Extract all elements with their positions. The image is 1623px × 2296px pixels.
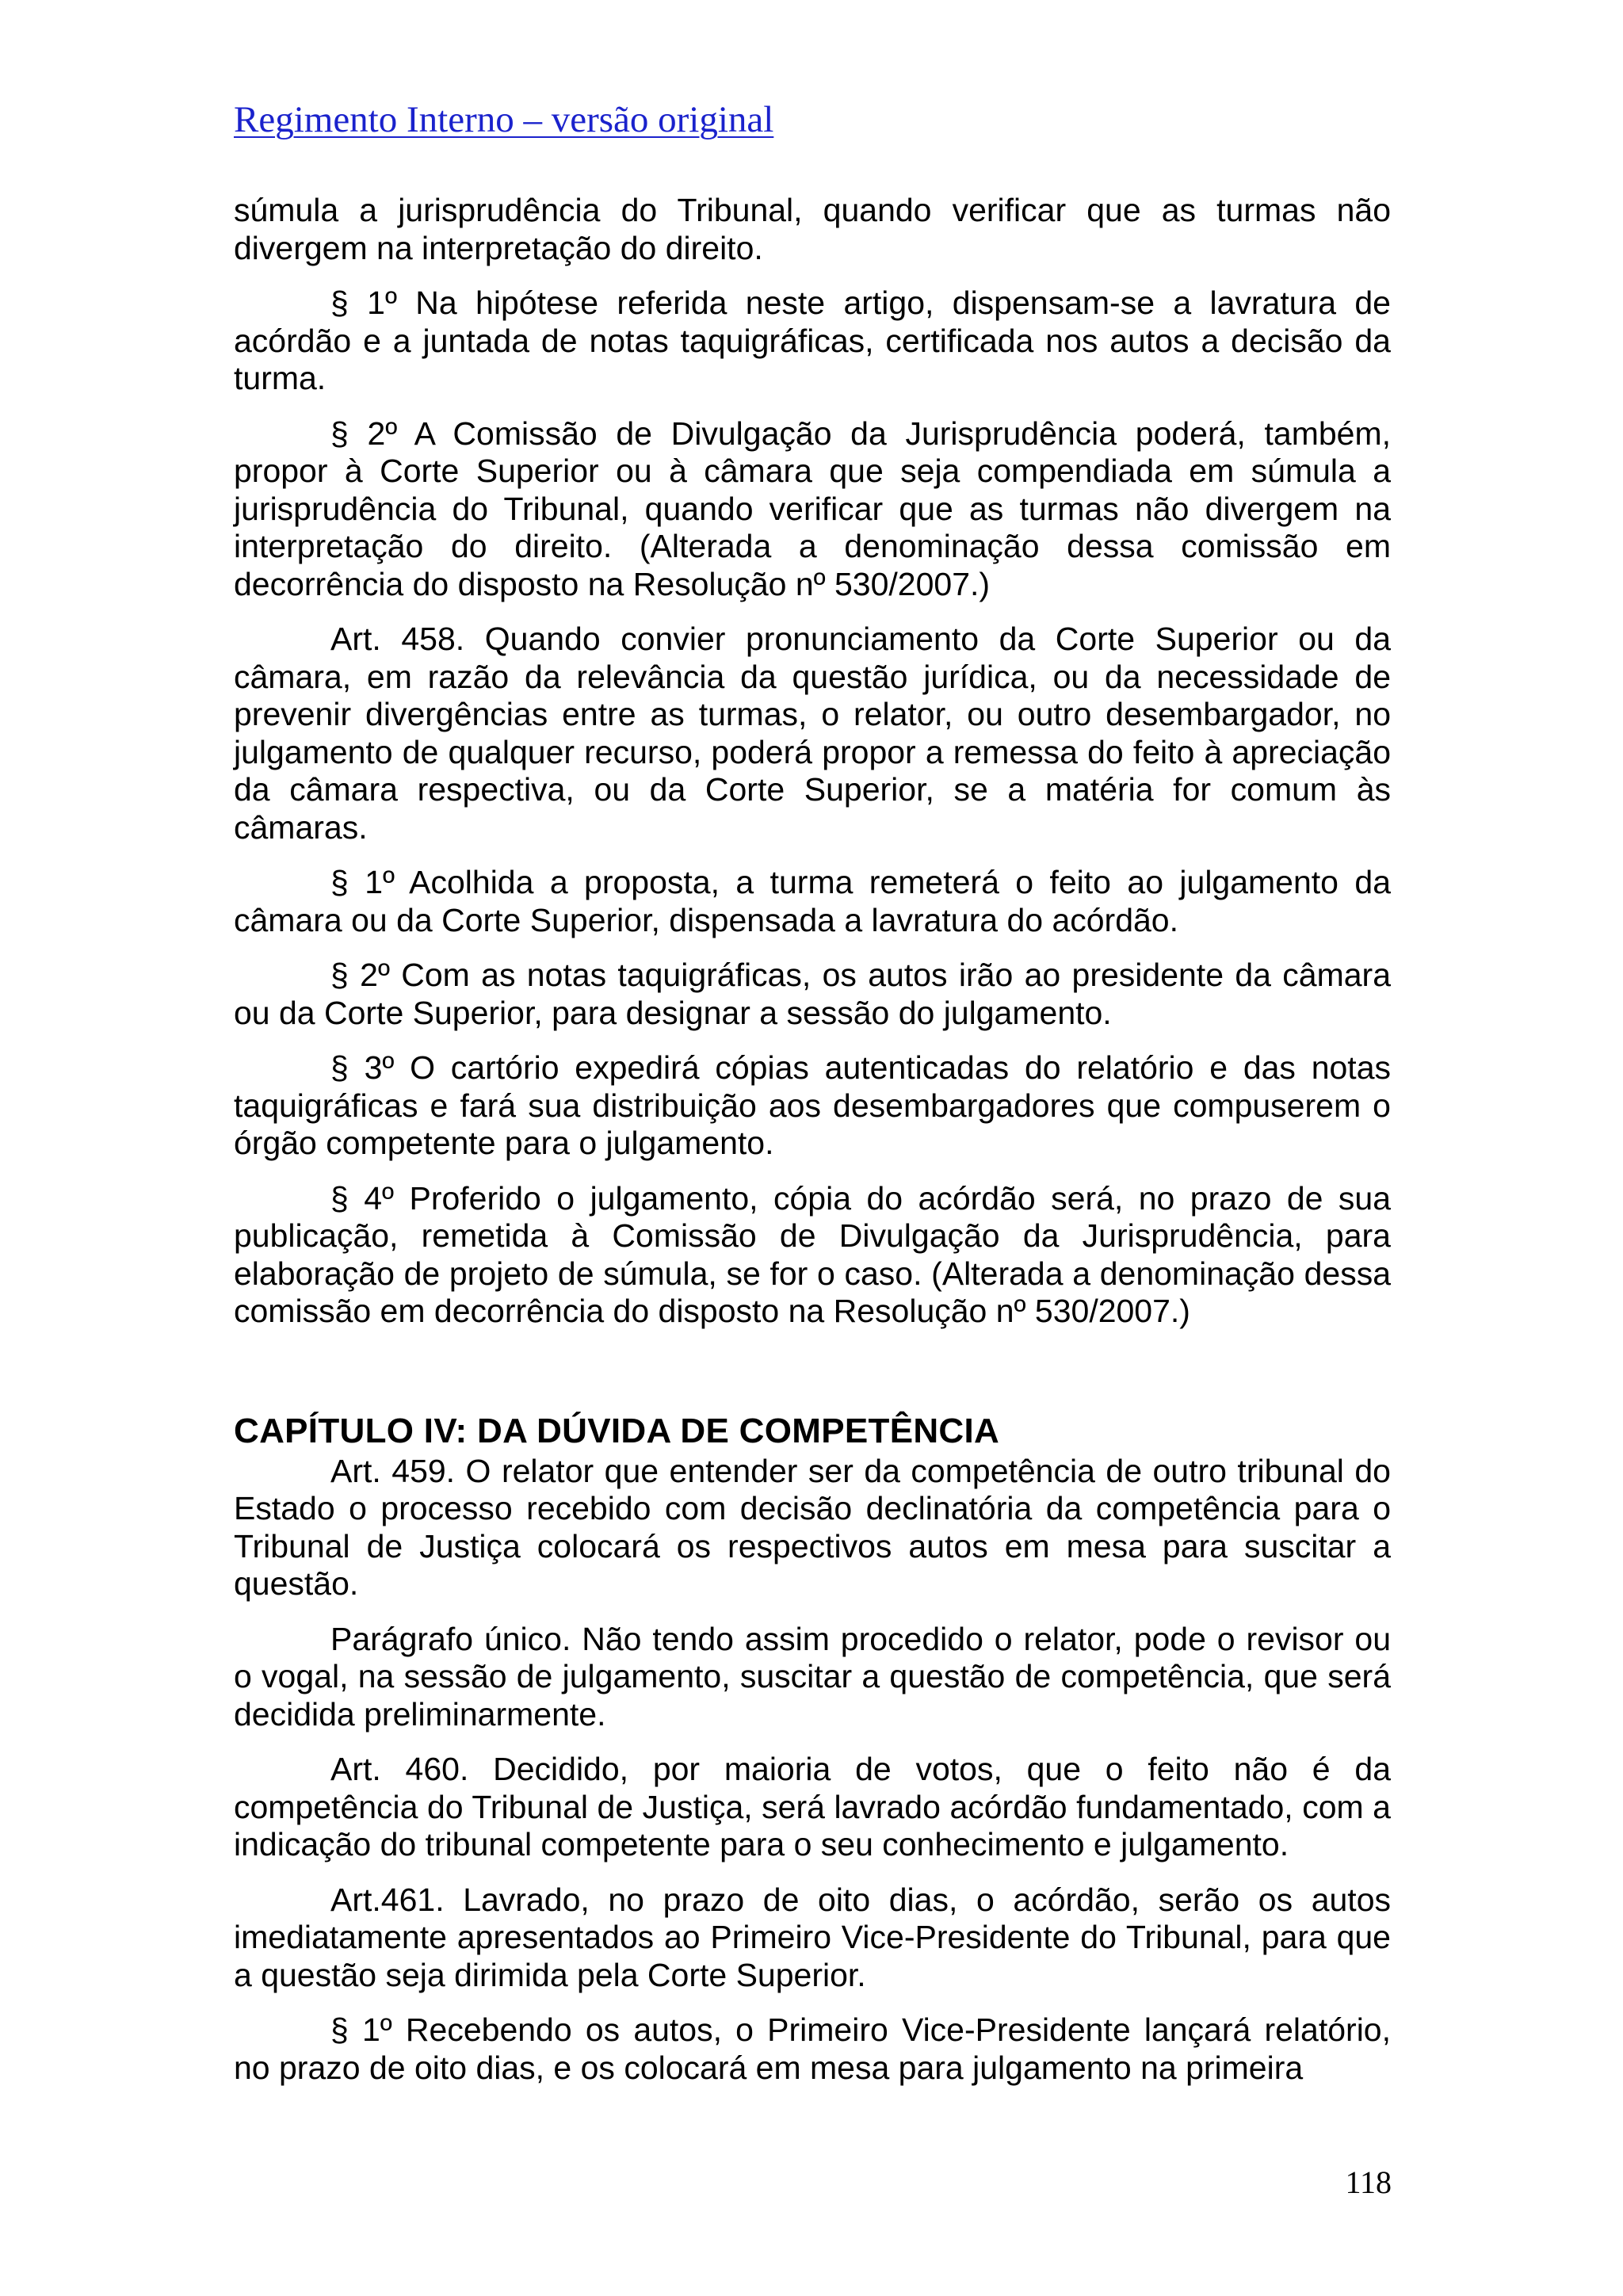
paragraph-art461-par1: § 1º Recebendo os autos, o Primeiro Vice-Presidente lançará relatório, no prazo de oito dias, e os colocará em mesa para julgamento na primeira [234,2011,1391,2086]
document-body [234,192,1391,2104]
chapter-heading: CAPÍTULO IV: DA DÚVIDA DE COMPETÊNCIA [234,1411,1000,1450]
paragraph-art460: Art. 460. Decidido, por maioria de votos, que o feito não é da competência do Tribunal de Justiça, será lavrado acórdão fundamentado, com a indicação do tribunal competente para o seu conhecimento e julgamento. [234,1751,1391,1862]
paragraph-art458-par4: § 4º Proferido o julgamento, cópia do acórdão será, no prazo de sua publicação, remetida à Comissão de Divulgação da Jurisprudência, para elaboração de projeto de súmula, se for o caso. (Alterada a denominação dessa comissão em decorrência do disposto na Resolução nº 530/2007.) [234,1179,1391,1329]
page-number: 118 [1345,2164,1392,2200]
paragraph-art458: Art. 458. Quando convier pronunciamento da Corte Superior ou da câmara, em razão da relevância da questão jurídica, ou da necessidade de prevenir divergências entre as turmas, o relator, ou outro desembargador, no julgamento de qualquer recurso, poderá propor a remessa do feito à apreciação da câmara respectiva, ou da Corte Superior, se a matéria for comum às câmaras. [234,621,1391,846]
paragraph-art459: Art. 459. O relator que entender ser da competência de outro tribunal do Estado o processo recebido com decisão declinatória da competência para o Tribunal de Justiça colocará os respectivos autos em mesa para suscitar a questão. [234,1452,1391,1602]
header-title-link[interactable]: Regimento Interno – versão original [234,99,774,140]
paragraph-art458-par3: § 3º O cartório expedirá cópias autenticadas do relatório e das notas taquigráficas e fará sua distribuição aos desembargadores que compuserem o órgão competente para o julgamento. [234,1049,1391,1161]
paragraph-art459-sole: Parágrafo único. Não tendo assim procedido o relator, pode o revisor ou o vogal, na sessão de julgamento, suscitar a questão de competência, que será decidida preliminarmente. [234,1620,1391,1733]
paragraph-art458-par2: § 2º Com as notas taquigráficas, os autos irão ao presidente da câmara ou da Corte Superior, para designar a sessão do julgamento. [234,957,1391,1031]
paragraph-art457-par1: § 1º Na hipótese referida neste artigo, dispensam-se a lavratura de acórdão e a juntada de notas taquigráficas, certificada nos autos a decisão da turma. [234,285,1391,396]
paragraph-art461: Art.461. Lavrado, no prazo de oito dias, o acórdão, serão os autos imediatamente apresentados ao Primeiro Vice-Presidente do Tribunal, para que a questão seja dirimida pela Corte Superior. [234,1881,1391,1993]
paragraph-art457-par2: § 2º A Comissão de Divulgação da Jurisprudência poderá, também, propor à Corte Superior ou à câmara que seja compendiada em súmula a jurisprudência do Tribunal, quando verificar que as turmas não divergem na interpretação do direito. (Alterada a denominação dessa comissão em decorrência do disposto na Resolução nº 530/2007.) [234,415,1391,602]
paragraph-continuation: súmula a jurisprudência do Tribunal, quando verificar que as turmas não divergem na interpretação do direito. [234,192,1391,266]
paragraph-art458-par1: § 1º Acolhida a proposta, a turma remeterá o feito ao julgamento da câmara ou da Corte Superior, dispensada a lavratura do acórdão. [234,864,1391,938]
